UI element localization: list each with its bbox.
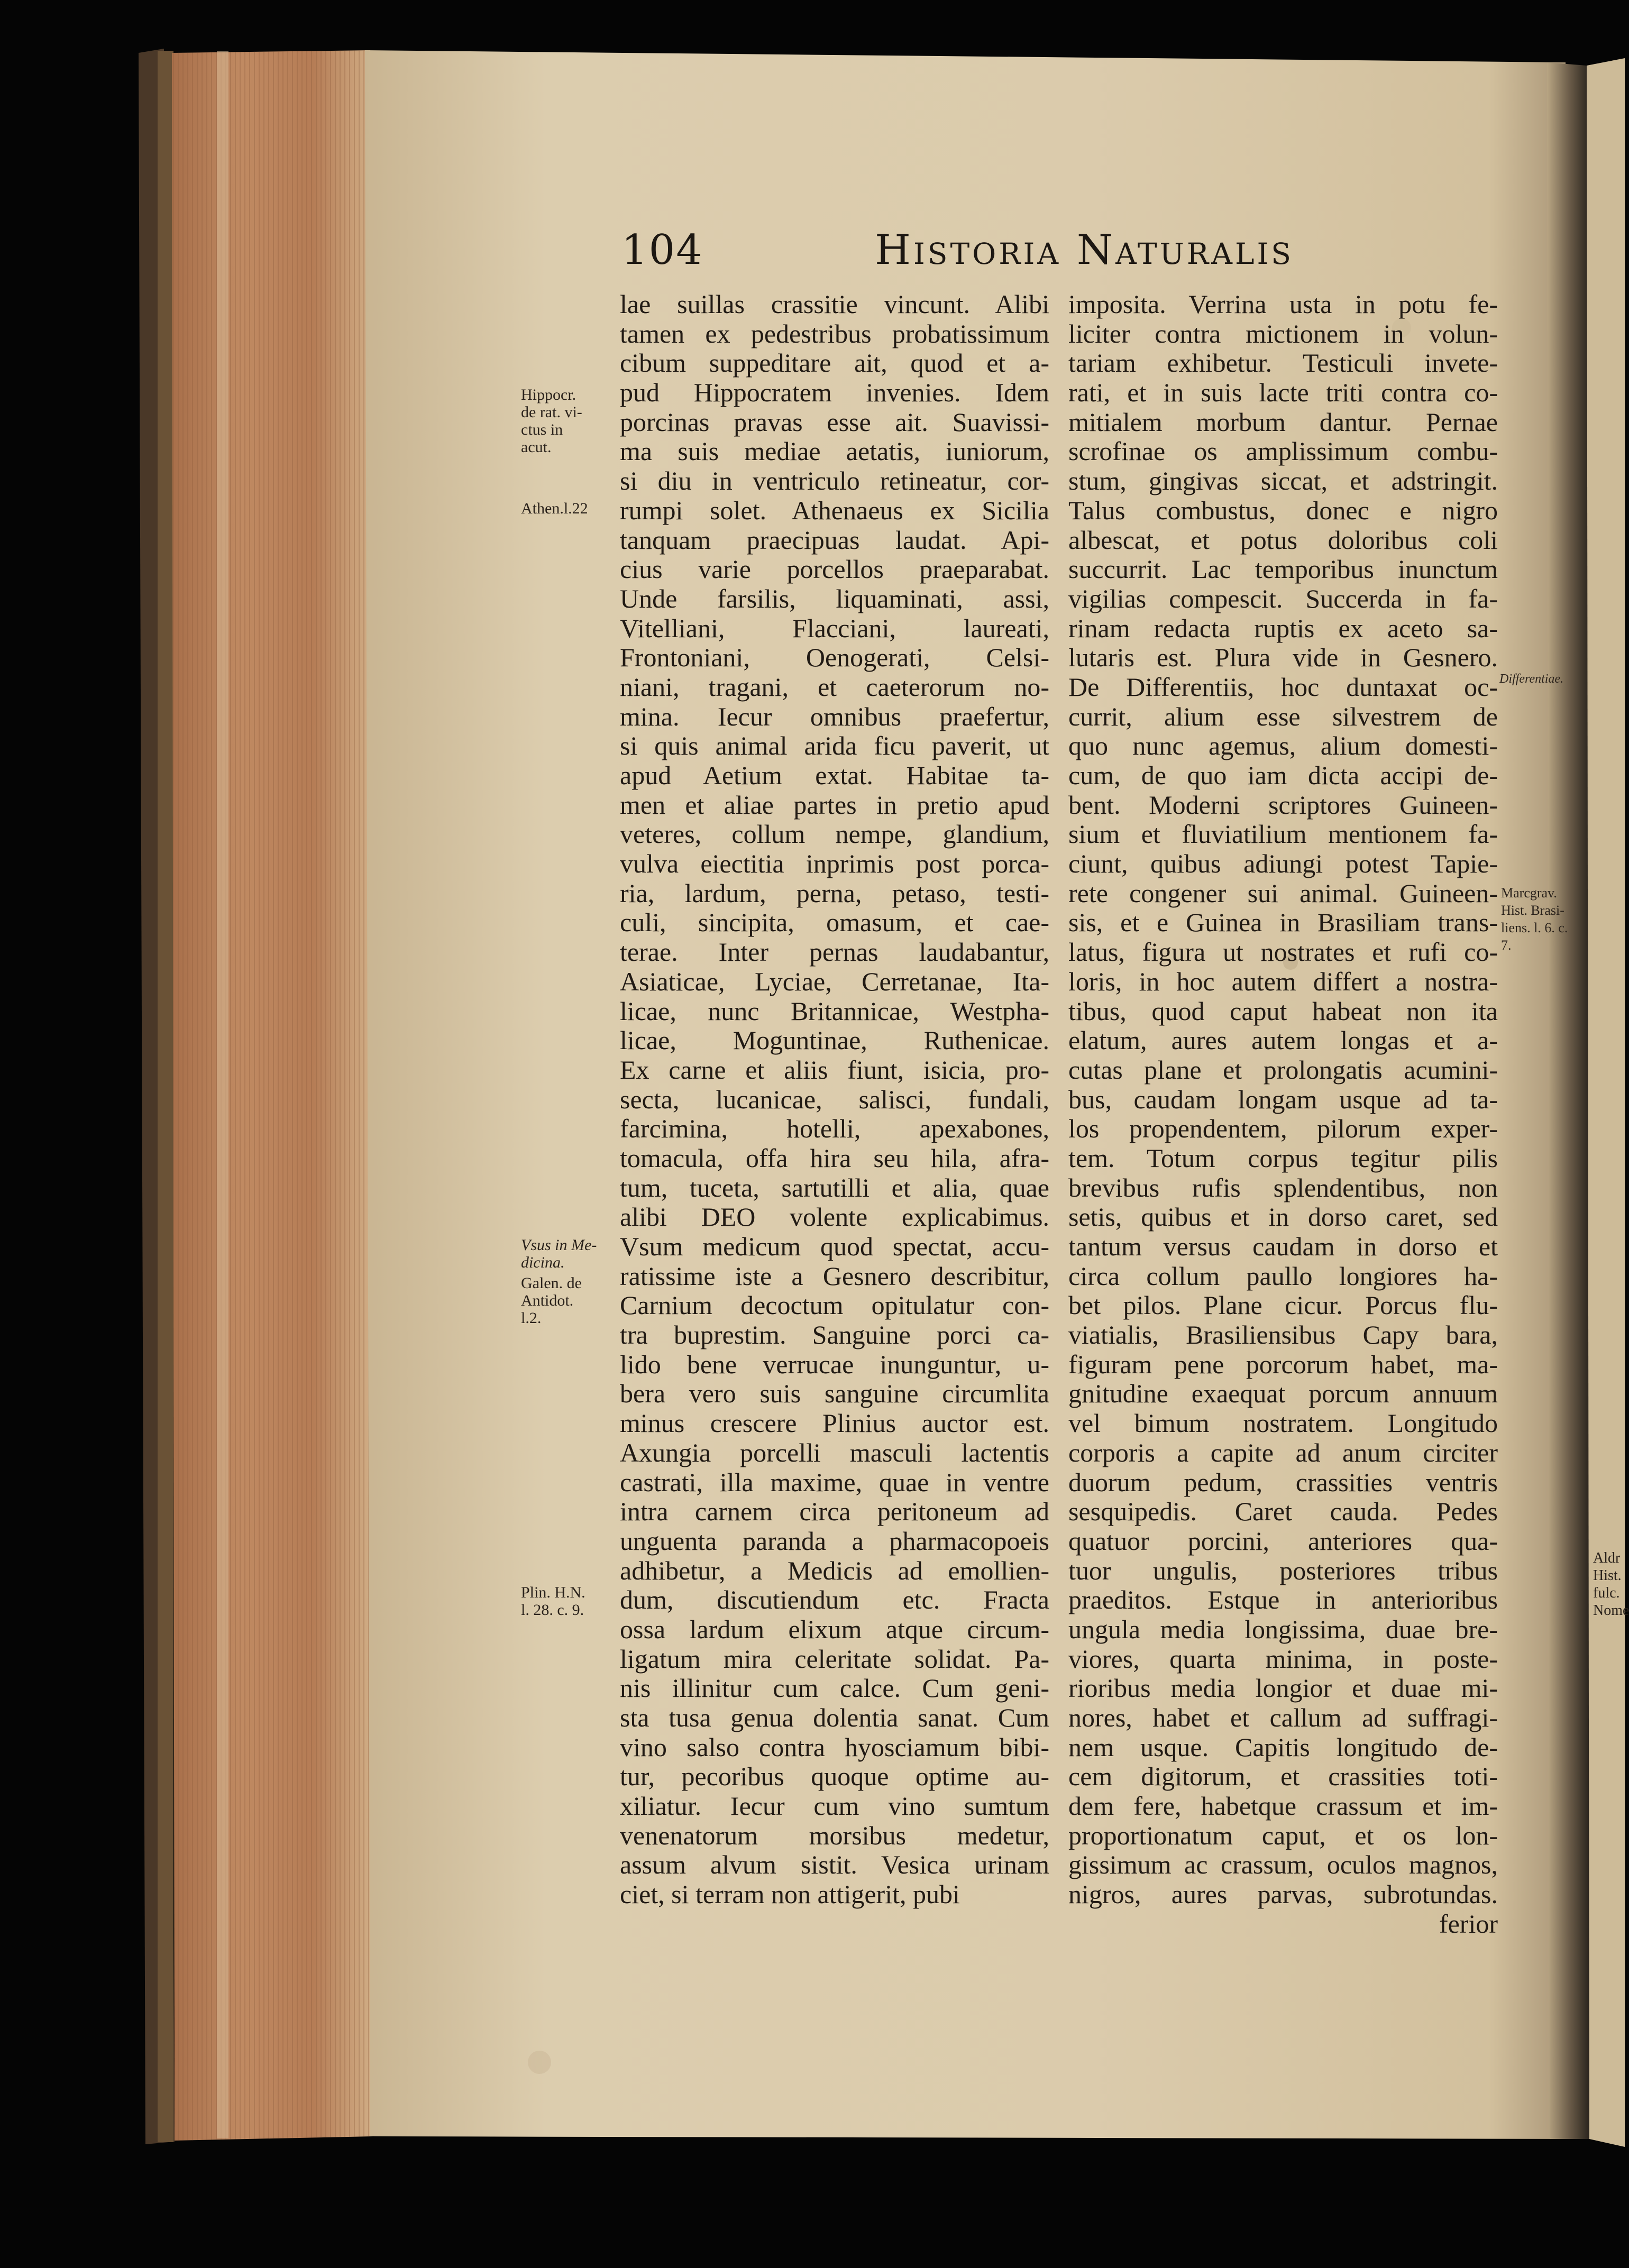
right-column-line: rinam redacta ruptis ex aceto sa- (1068, 613, 1498, 643)
left-column-line: ciet, si terram non attigerit, pubi (620, 1879, 960, 1909)
right-column-line: ungula media longissima, duae bre- (1068, 1614, 1498, 1644)
left-column-line: Unde farsilis, liquaminati, assi, (620, 583, 1049, 613)
right-column-line: elatum, aures autem longas et a- (1068, 1025, 1498, 1055)
right-column-line: imposita. Verrina usta in potu fe- (1068, 289, 1498, 319)
margin-note-vsus: Vsus in Me- dicina. (521, 1236, 597, 1271)
margin-note-differentiae: Differentiae. (1499, 672, 1564, 686)
left-column-line: Asiaticae, Lyciae, Cerretanae, Ita- (620, 966, 1049, 996)
right-column-line: corporis a capite ad anum circiter (1068, 1437, 1498, 1467)
right-column-line: duorum pedum, crassities ventris (1068, 1467, 1498, 1497)
right-column-line: nigros, aures parvas, subrotundas. (1068, 1879, 1498, 1909)
right-column-line: vel bimum nostratem. Longitudo (1068, 1408, 1498, 1438)
left-column-line: apud Aetium extat. Habitae ta- (620, 760, 1049, 790)
right-column-line: stum, gingivas siccat, et adstringit. (1068, 466, 1498, 496)
right-column-line: rati, et in suis lacte triti contra co- (1068, 378, 1498, 408)
right-column-line: tuor ungulis, posteriores tribus (1068, 1555, 1498, 1585)
left-column-line: pud Hippocratem invenies. Idem (620, 378, 1049, 408)
right-column-line: tariam exhibetur. Testiculi invete- (1068, 348, 1498, 378)
right-column-line: sis, et e Guinea in Brasiliam trans- (1068, 907, 1498, 938)
left-column-line: unguenta paranda a pharmacopoeis (620, 1526, 1049, 1556)
left-column-line: Carnium decoctum opitulatur con- (620, 1290, 1049, 1320)
left-column-line: alibi DEO volente explicabimus. (620, 1202, 1049, 1232)
left-column-line: si quis animal arida ficu paverit, ut (620, 731, 1049, 761)
right-column-line: succurrit. Lac temporibus inunctum (1068, 554, 1498, 584)
right-column-line: viatialis, Brasiliensibus Capy bara, (1068, 1320, 1498, 1350)
right-column-line: mitialem morbum dantur. Pernae (1068, 407, 1498, 437)
right-column-line: praeditos. Estque in anterioribus (1068, 1585, 1498, 1615)
left-column-line: castrati, illa maxime, quae in ventre (620, 1467, 1049, 1497)
right-column-line: sesquipedis. Caret cauda. Pedes (1068, 1496, 1498, 1527)
left-column-line: Vsum medicum quod spectat, accu- (620, 1232, 1049, 1261)
right-column-line: cutas plane et prolongatis acumini- (1068, 1054, 1498, 1085)
running-title: Historia Naturalis (875, 226, 1294, 274)
right-column-line: latus, figura ut nostrates et rufi co- (1068, 937, 1498, 967)
left-column-line: rumpi solet. Athenaeus ex Sicilia (620, 495, 1049, 525)
left-column-line: bera vero suis sanguine circumlita (620, 1379, 1049, 1409)
left-column-line: secta, lucanicae, salisci, fundali, (620, 1084, 1049, 1114)
margin-note-hippocr: Hippocr. de rat. vi- ctus in acut. (521, 386, 582, 456)
left-column-line: ligatum mira celeritate solidat. Pa- (620, 1643, 1049, 1674)
left-column-line: lae suillas crassitie vincunt. Alibi (620, 289, 1049, 319)
right-column-line: figuram pene porcorum habet, ma- (1068, 1349, 1498, 1379)
right-column-line: nem usque. Capitis longitudo de- (1068, 1732, 1498, 1762)
left-column-line: Axungia porcelli masculi lactentis (620, 1437, 1049, 1467)
left-column-line: ratissime iste a Gesnero describitur, (620, 1261, 1049, 1291)
right-column-line: ciunt, quibus adiungi potest Tapie- (1068, 849, 1498, 879)
right-column-line: bent. Moderni scriptores Guineen- (1068, 789, 1498, 820)
left-column-line: Vitelliani, Flacciani, laureati, (620, 613, 1049, 643)
left-column-line: xiliatur. Iecur cum vino sumtum (620, 1791, 1049, 1821)
left-column-line: Ex carne et aliis fiunt, isicia, pro- (620, 1054, 1049, 1085)
left-column-line: sta tusa genua dolentia sanat. Cum (620, 1703, 1049, 1732)
right-column-line: Talus combustus, donec e nigro (1068, 495, 1498, 525)
page-number: 104 (621, 226, 703, 274)
left-column-line: intra carnem circa peritoneum ad (620, 1496, 1049, 1527)
right-column-line: vigilias compescit. Succerda in fa- (1068, 583, 1498, 613)
right-column-line: rete congener sui animal. Guineen- (1068, 878, 1498, 908)
right-column-line: nores, habet et callum ad suffragi- (1068, 1703, 1498, 1732)
left-column-line: mina. Iecur omnibus praefertur, (620, 701, 1049, 731)
margin-note-galen: Galen. de Antidot. l.2. (521, 1274, 582, 1327)
left-column-line: tum, tuceta, sartutilli et alia, quae (620, 1172, 1049, 1202)
right-column-line: circa collum paullo longiores ha- (1068, 1261, 1498, 1291)
left-column-line: porcinas pravas esse ait. Suavissi- (620, 407, 1049, 437)
left-column-line: ossa lardum elixum atque circum- (620, 1614, 1049, 1644)
right-column-line: loris, in hoc autem differt a nostra- (1068, 966, 1498, 996)
left-column-line: terae. Inter pernas laudabantur, (620, 937, 1049, 967)
left-column-line: cibum suppeditare ait, quod et a- (620, 348, 1049, 378)
right-column-line: viores, quarta minima, in poste- (1068, 1643, 1498, 1674)
left-column-line: ma suis mediae aetatis, iuniorum, (620, 436, 1049, 466)
margin-note-aldr: Aldr Hist. fulc. Nome (1593, 1550, 1629, 1619)
right-column-line: rioribus media longior et duae mi- (1068, 1673, 1498, 1703)
right-column-line: albescat, et potus doloribus coli (1068, 525, 1498, 555)
right-column-line: currit, alium esse silvestrem de (1068, 701, 1498, 731)
left-column-line: assum alvum sistit. Vesica urinam (620, 1850, 1049, 1880)
left-column-line: tur, pecoribus quoque optime au- (620, 1761, 1049, 1792)
left-column-line: nis illinitur cum calce. Cum geni- (620, 1673, 1049, 1703)
left-column-line: adhibetur, a Medicis ad emollien- (620, 1555, 1049, 1585)
right-column-line: liciter contra mictionem in volun- (1068, 318, 1498, 348)
left-column-line: ria, lardum, perna, petaso, testi- (620, 878, 1049, 908)
right-column-line: tantum versus caudam in dorso et (1068, 1232, 1498, 1261)
right-column-line: cem digitorum, et crassities toti- (1068, 1761, 1498, 1792)
right-column-line: scrofinae os amplissimum combu- (1068, 436, 1498, 466)
right-column-line: setis, quibus et in dorso caret, sed (1068, 1202, 1498, 1232)
left-column-line: licae, nunc Britannicae, Westpha- (620, 996, 1049, 1026)
left-column-line: si diu in ventriculo retineatur, cor- (620, 466, 1049, 496)
right-column-line: cum, de quo iam dicta accipi de- (1068, 760, 1498, 790)
left-column-line: tamen ex pedestribus probatissimum (620, 318, 1049, 348)
right-text-column (1068, 290, 1498, 1939)
left-column-line: niani, tragani, et caeterorum no- (620, 672, 1049, 702)
left-column-line: veteres, collum nempe, glandium, (620, 819, 1049, 849)
left-column-line: vino salso contra hyosciamum bibi- (620, 1732, 1049, 1762)
left-column-line: venenatorum morsibus medetur, (620, 1820, 1049, 1850)
left-column-line: tomacula, offa hira seu hila, afra- (620, 1143, 1049, 1173)
left-column-line: farcimina, hotelli, apexabones, (620, 1114, 1049, 1144)
left-text-column (620, 290, 1049, 1909)
right-column-line: quo nunc agemus, alium domesti- (1068, 731, 1498, 761)
right-column-line: tibus, quod caput habeat non ita (1068, 996, 1498, 1026)
right-column-line: gissimum ac crassum, oculos magnos, (1068, 1850, 1498, 1880)
right-column-line: proportionatum caput, et os lon- (1068, 1820, 1498, 1850)
left-column-line: Frontoniani, Oenogerati, Celsi- (620, 642, 1049, 673)
right-column-line: ferior (1439, 1908, 1498, 1939)
margin-note-plin: Plin. H.N. l. 28. c. 9. (521, 1584, 585, 1619)
right-column-line: sium et fluviatilium mentionem fa- (1068, 819, 1498, 849)
margin-note-marcgrav: Marcgrav. Hist. Brasi- liens. l. 6. c. 7. (1501, 885, 1568, 953)
right-column-line: bet pilos. Plane cicur. Porcus flu- (1068, 1290, 1498, 1320)
right-column-line: bus, caudam longam usque ad ta- (1068, 1084, 1498, 1114)
right-column-line: De Differentiis, hoc duntaxat oc- (1068, 672, 1498, 702)
right-column-line: gnitudine exaequat porcum annuum (1068, 1379, 1498, 1409)
right-column-line: los propendentem, pilorum exper- (1068, 1114, 1498, 1144)
right-column-line: brevibus rufis splendentibus, non (1068, 1172, 1498, 1202)
margin-note-athen: Athen.l.22 (521, 500, 588, 517)
right-column-line: lutaris est. Plura vide in Gesnero. (1068, 642, 1498, 673)
left-column-line: culi, sincipita, omasum, et cae- (620, 907, 1049, 938)
left-column-line: minus crescere Plinius auctor est. (620, 1408, 1049, 1438)
left-column-line: dum, discutiendum etc. Fracta (620, 1585, 1049, 1615)
right-column-line: dem fere, habetque crassum et im- (1068, 1791, 1498, 1821)
left-column-line: men et aliae partes in pretio apud (620, 789, 1049, 820)
left-column-line: tra buprestim. Sanguine porci ca- (620, 1320, 1049, 1350)
left-column-line: lido bene verrucae inunguntur, u- (620, 1349, 1049, 1379)
left-column-line: vulva eiectitia inprimis post porca- (620, 849, 1049, 879)
right-column-line: quatuor porcini, anteriores qua- (1068, 1526, 1498, 1556)
left-column-line: cius varie porcellos praeparabat. (620, 554, 1049, 584)
right-column-line: tem. Totum corpus tegitur pilis (1068, 1143, 1498, 1173)
left-column-line: licae, Moguntinae, Ruthenicae. (620, 1025, 1049, 1055)
left-column-line: tanquam praecipuas laudat. Api- (620, 525, 1049, 555)
